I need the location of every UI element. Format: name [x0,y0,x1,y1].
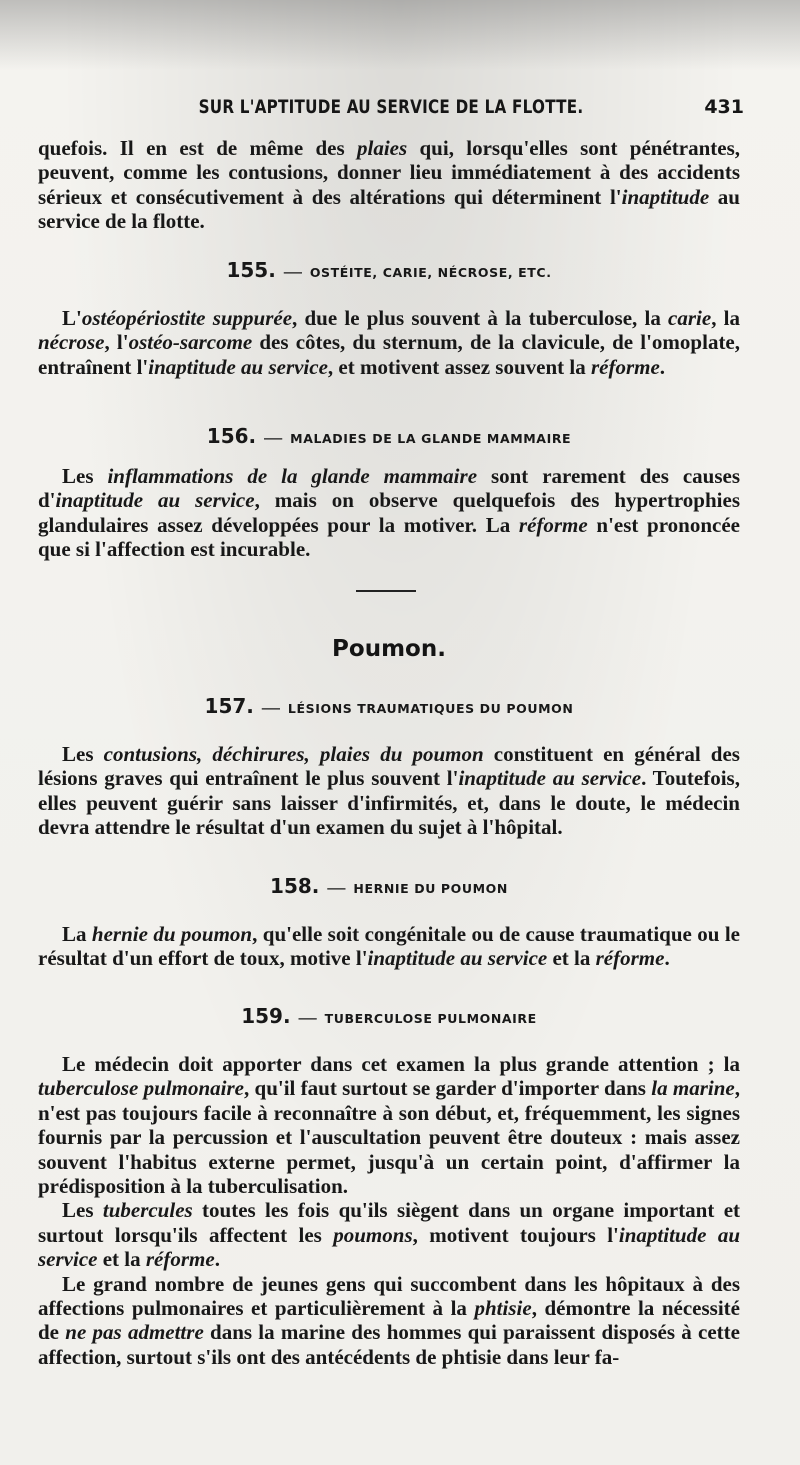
running-head [38,96,744,124]
section-heading-157: 157. — LÉSIONS TRAUMATIQUES DU POUMON [204,694,574,718]
section-divider [356,590,416,592]
section-heading-156: 156. — MALADIES DE LA GLANDE MAMMAIRE [206,424,572,448]
paragraph-159-c: Le grand nombre de jeunes gens qui succombent dans les hôpitaux à des affections pulmonaires et particulièrement à la phtisie, démontre la nécessité de ne pas admettre dans la marine des hommes qui paraissent disposés à cette affection, surtout s'ils ont des antécédents de phtisie dans leur fa- [38,1271,741,1369]
running-title: SUR L'APTITUDE AU SERVICE DE LA FLOTTE. [198,96,584,118]
section-title-poumon: Poumon. [332,636,446,662]
section-heading-159: 159. — TUBERCULOSE PULMONAIRE [241,1004,537,1028]
section-heading-155: 155. — OSTÉITE, CARIE, NÉCROSE, ETC. [226,258,552,282]
page-number: 431 [704,96,744,118]
paragraph-continuation: quefois. Il en est de même des plaies qui, lorsqu'elles sont pénétrantes, peuvent, comme les contusions, donner lieu immédiatement à des accidents sérieux et consécutivement à des altérations qui déterminent l'inaptitude au service de la flotte. [38,136,740,234]
paragraph-159-b: Les tubercules toutes les fois qu'ils siègent dans un organe important et surtout lorsqu'ils affectent les poumons, motivent toujours l'inaptitude au service et la réforme. [38,1198,741,1272]
paragraph-158: La hernie du poumon, qu'elle soit congénitale ou de cause traumatique ou le résultat d'un effort de toux, motive l'inaptitude au service et la réforme. [38,922,740,971]
paragraph-157: Les contusions, déchirures, plaies du poumon constituent en général des lésions graves qui entraînent le plus souvent l'inaptitude au service. Toutefois, elles peuvent guérir sans laisser d'infirmités, et, dans le doute, le médecin devra attendre le résultat d'un examen du sujet à l'hôpital. [38,742,740,840]
paragraph-159-a: Le médecin doit apporter dans cet examen la plus grande attention ; la tuberculose pulmonaire, qu'il faut surtout se garder d'importer dans la marine, n'est pas toujours facile à reconnaître à son début, et, fréquemment, les signes fournis par la percussion et l'auscultation peuvent être douteux : mais assez souvent l'habitus externe permet, jusqu'à un certain point, d'affirmer la prédisposition à la tuberculisation. [38,1052,740,1199]
paragraph-159 [38,1052,740,1369]
paragraph-156: Les inflammations de la glande mammaire sont rarement des causes d'inaptitude au service, mais on observe quelquefois des hypertrophies glandulaires assez développées pour la motiver. La réforme n'est prononcée que si l'affection est incurable. [38,464,740,562]
scan-shadow [0,0,800,70]
paragraph-155: L'ostéopériostite suppurée, due le plus souvent à la tuberculose, la carie, la nécrose, l'ostéo-sarcome des côtes, du sternum, de la clavicule, de l'omoplate, entraînent l'inaptitude au service, et motivent assez souvent la réforme. [38,306,741,379]
section-heading-158: 158. — HERNIE DU POUMON [270,874,508,898]
